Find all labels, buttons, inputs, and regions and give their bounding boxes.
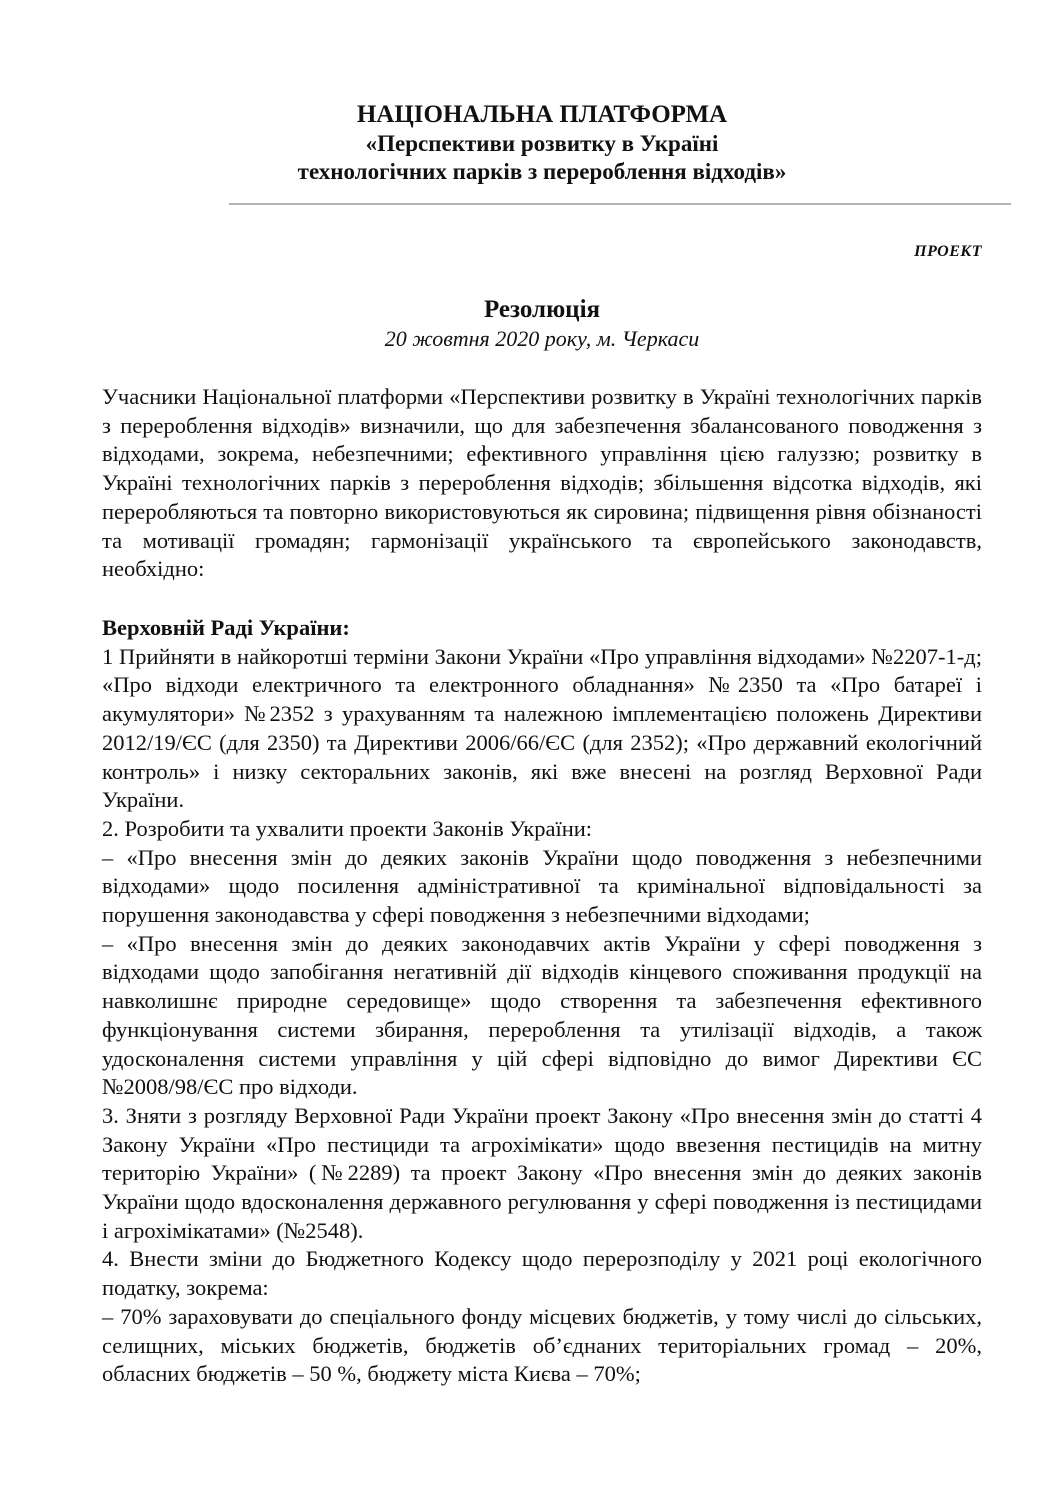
header-line-1: НАЦІОНАЛЬНА ПЛАТФОРМА [356, 101, 728, 128]
section-heading: Верховній Раді України: [102, 615, 350, 640]
item-2-dash-1: – «Про внесення змін до деяких законів України щодо поводження з небезпечними відходами» щодо посилення адміністративної та кримінальної відповідальності за порушення законодавства у сфері поводження з небезпечними відходами; [102, 844, 982, 928]
resolution-date-place: 20 жовтня 2020 року, м. Черкаси [384, 326, 700, 351]
item-4: 4. Внести зміни до Бюджетного Кодексу щодо перерозподілу у 2021 році екологічного податку, зокрема: [102, 1246, 982, 1301]
resolution-title: Резолюція [483, 296, 601, 323]
item-2: 2. Розробити та ухвалити проекти Законів України: [102, 815, 593, 841]
item-1: 1 Прийняти в найкоротші терміни Закони України «Про управління відходами» №2207-1-д; «Про відходи електричного та електронного обладнання» №2350 та «Про батареї і акумулятори» №2352 з урахуванням та належною імплементацією положень Директиви 2012/19/ЄС (для 2350) та Директиви 2006/66/ЄС (для 2352); «Про державний екологічний контроль» і низку секторальних законів, які вже внесені на розгляд Верховної Ради України. [102, 643, 982, 813]
item-4-dash-1: – 70% зараховувати до спеціального фонду місцевих бюджетів, у тому числі до сільських, селищних, міських бюджетів, бюджетів об’єднаних територіальних громад – 20%, обласних бюджетів – 50 %, бюджету міста Києва – 70%; [102, 1303, 982, 1387]
item-2-dash-2: – «Про внесення змін до деяких законодавчих актів України у сфері поводження з відходами щодо запобігання негативній дії відходів кінцевого споживання продукції на навколишнє природне середовище» щодо створення та забезпечення ефективного функціонування системи збирання, перероблення та утилізації відходів, а також удосконалення системи управління у цій сфері відповідно до вимог Директиви ЄС №2008/98/ЄС про відходи. [102, 930, 982, 1100]
draft-label: ПРОЕКТ [914, 243, 982, 260]
header-line-2: «Перспективи розвитку в Україні [365, 131, 719, 156]
intro-paragraph [102, 383, 982, 584]
header-divider [229, 203, 1011, 205]
intro-text: Учасники Національної платформи «Перспективи розвитку в Україні технологічних парків з перероблення відходів» визначили, що для забезпечення збалансованого поводження з відходами, зокрема, небезпечними; ефективного управління цією галуззю; розвитку в Україні технологічних парків з перероблення відходів; збільшення відсотка відходів, які переробляються та повторно використовуються як сировина; підвищення рівня обізнаності та мотивації громадян; гармонізації українського та європейського законодавств, необхідно: [102, 384, 982, 582]
verkhovna-rada-section [102, 614, 982, 1389]
header-line-3: технологічних парків з перероблення відходів» [297, 159, 787, 184]
item-3: 3. Зняти з розгляду Верховної Ради України проект Закону «Про внесення змін до статті 4 Закону України «Про пестициди та агрохімікати» щодо ввезення пестицидів на митну територію України» (№2289) та проект Закону «Про внесення змін до деяких законів України щодо вдосконалення державного регулювання у сфері поводження із пестицидами і агрохімікатами» (№2548). [102, 1102, 982, 1243]
platform-header [0, 100, 1059, 186]
